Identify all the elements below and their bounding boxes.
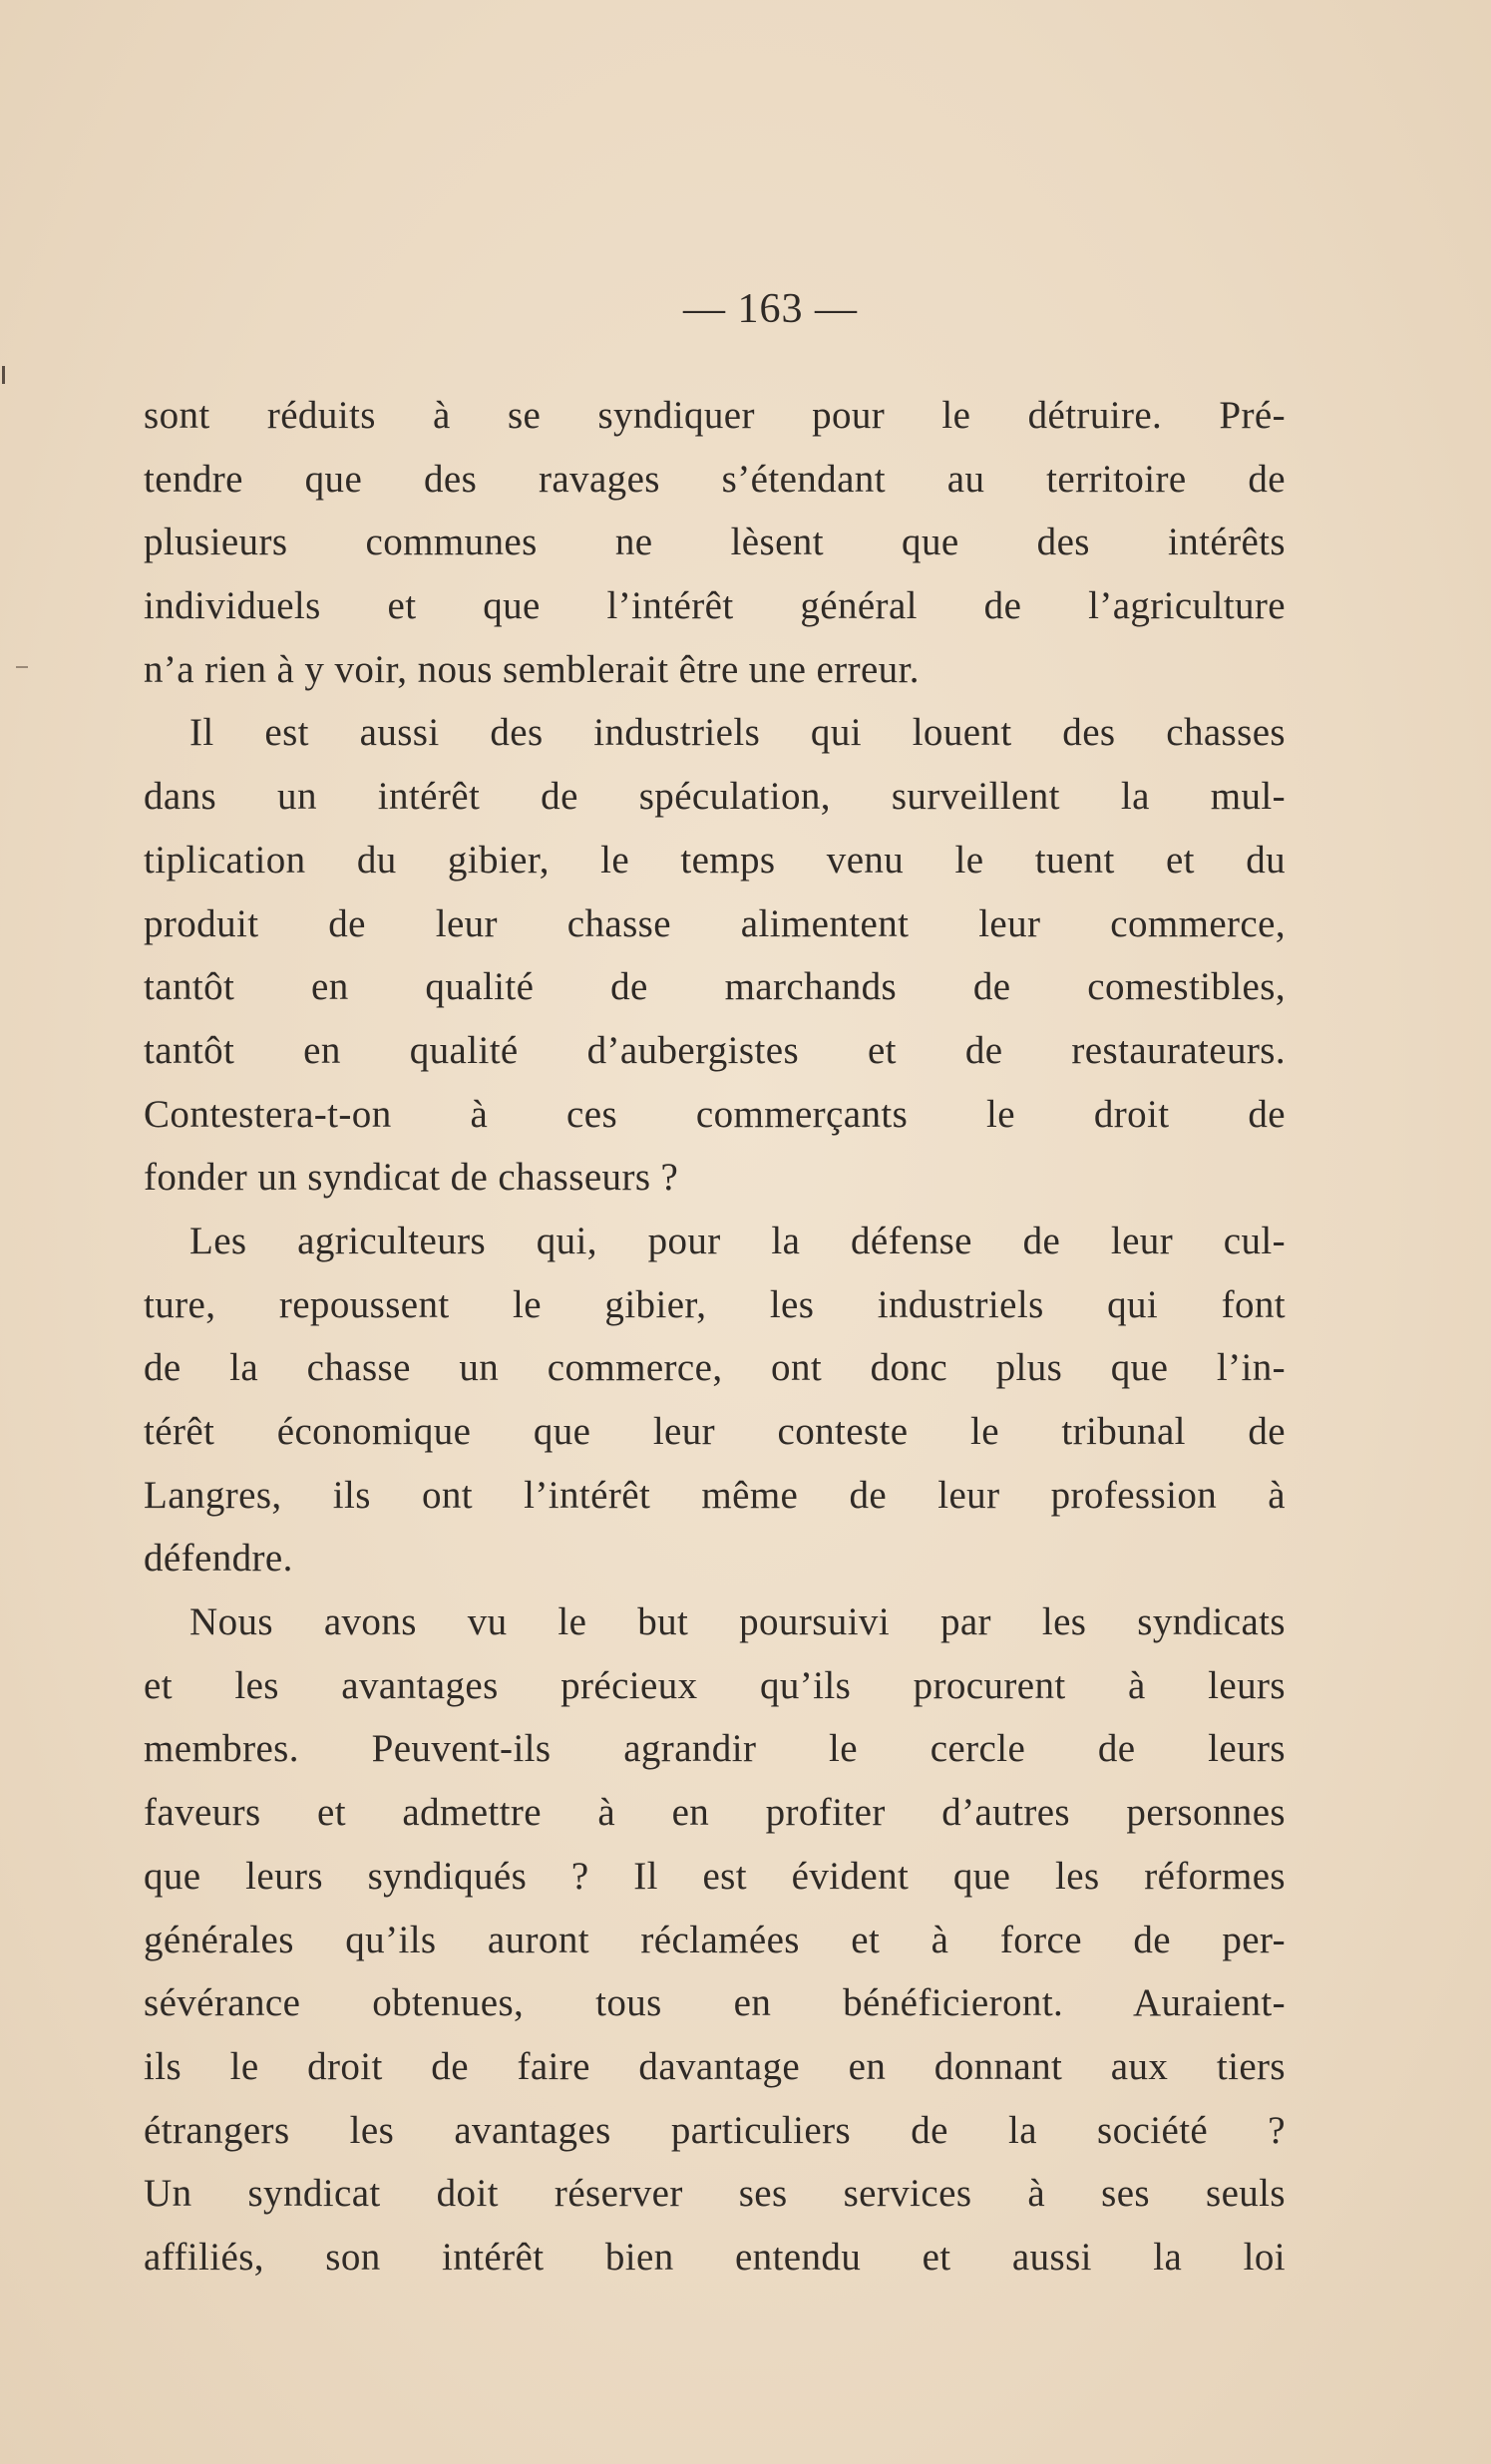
text-line: individuels et que l’intérêt général de l’agriculture (144, 584, 1286, 628)
text-line: térêt économique que leur conteste le tribunal de (144, 1410, 1286, 1453)
text-line: générales qu’ils auront réclamées et à force de per- (144, 1918, 1286, 1961)
text-line: étrangers les avantages particuliers de la société ? (144, 2108, 1286, 2152)
text-line: ture, repoussent le gibier, les industriels qui font (144, 1282, 1286, 1326)
text-line: produit de leur chasse alimentent leur commerce, (144, 901, 1286, 945)
text-line: membres. Peuvent-ils agrandir le cercle de leurs (144, 1727, 1286, 1771)
text-line: sévérance obtenues, tous en bénéficieront. Auraient- (144, 1981, 1286, 2025)
text-line: dans un intérêt de spéculation, surveillent la mul- (144, 775, 1286, 819)
text-line: sont réduits à se syndiquer pour le détruire. Pré- (144, 394, 1286, 437)
text-line: que leurs syndiqués ? Il est évident que les réformes (144, 1854, 1286, 1898)
text-line: tendre que des ravages s’étendant au territoire de (144, 457, 1286, 501)
text-line: Contestera-t-on à ces commerçants le droit de (144, 1092, 1286, 1136)
margin-mark (16, 666, 28, 668)
margin-mark (2, 366, 5, 384)
text-line: Nous avons vu le but poursuivi par les syndicats (189, 1600, 1286, 1644)
page-number: — 163 — (683, 286, 858, 332)
text-line: tantôt en qualité d’aubergistes et de restaurateurs. (144, 1028, 1286, 1072)
text-line: Les agriculteurs qui, pour la défense de leur cul- (189, 1219, 1286, 1262)
text-line: tantôt en qualité de marchands de comestibles, (144, 965, 1286, 1009)
body-text (144, 384, 1286, 2289)
text-line: Il est aussi des industriels qui louent des chasses (189, 711, 1286, 755)
text-line: et les avantages précieux qu’ils procurent à leurs (144, 1663, 1286, 1707)
text-line: fonder un syndicat de chasseurs ? (144, 1156, 679, 1200)
text-line: n’a rien à y voir, nous semblerait être une erreur. (144, 647, 920, 691)
text-line: Langres, ils ont l’intérêt même de leur profession à (144, 1473, 1286, 1517)
text-line: Un syndicat doit réserver ses services à ses seuls (144, 2172, 1286, 2216)
text-line: de la chasse un commerce, ont donc plus que l’in- (144, 1346, 1286, 1390)
text-line: faveurs et admettre à en profiter d’autres personnes (144, 1791, 1286, 1835)
text-line: tiplication du gibier, le temps venu le tuent et du (144, 838, 1286, 881)
text-line: ils le droit de faire davantage en donnant aux tiers (144, 2044, 1286, 2088)
text-line: plusieurs communes ne lèsent que des intérêts (144, 521, 1286, 564)
text-line: affiliés, son intérêt bien entendu et aussi la loi (144, 2235, 1286, 2279)
text-line: défendre. (144, 1537, 293, 1581)
